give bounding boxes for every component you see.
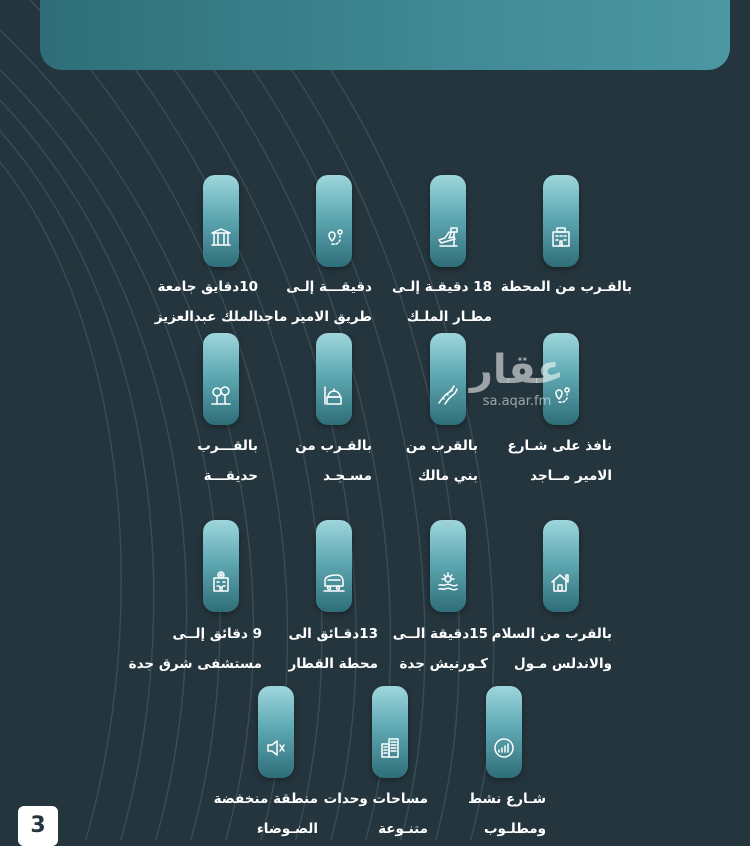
feature-icon-pill: [203, 175, 239, 267]
mosque-icon: [322, 383, 346, 407]
feature-label: [168, 784, 318, 844]
page-number: 3: [18, 806, 58, 846]
feature-label-line2: بني مالك: [417, 468, 478, 484]
header-banner: [40, 0, 730, 70]
university-icon: [209, 225, 233, 249]
feature-icon-pill: [486, 686, 522, 778]
feature-label: [108, 431, 258, 491]
watermark-url: sa.aqar.fm: [482, 394, 552, 409]
watermark-logo-text: عقار: [469, 347, 565, 393]
feature-label-line1: بالقرب من السلام: [491, 626, 612, 642]
feature-icon-pill: [203, 333, 239, 425]
train-icon: [322, 570, 346, 594]
feature-label-line2: متنـوعة: [378, 821, 428, 837]
feature-icon-pill: [543, 520, 579, 612]
feature-label-line1: شـارع نشط: [468, 791, 546, 807]
feature-label-line2: الملك عبدالعزيز: [154, 309, 258, 325]
feature-label-line1: 13دقـائق الى: [288, 626, 378, 642]
house-icon: [549, 570, 573, 594]
feature-label-line1: 9 دقائق إلــى: [172, 626, 262, 642]
office-buildings-icon: [378, 736, 402, 760]
feature-label-line2: محطة القطار: [288, 656, 378, 672]
feature-label-line1: مساحات وحدات: [323, 791, 428, 807]
feature-label-line1: 18 دقيقـة إلـى: [392, 279, 492, 295]
feature-icon-pill: [316, 175, 352, 267]
feature-icon-pill: [203, 520, 239, 612]
feature-label-line2: والاندلس مـول: [514, 656, 612, 672]
trees-icon: [209, 383, 233, 407]
feature-label-line2: مسـجـد: [323, 468, 372, 484]
hospital-icon: [209, 570, 233, 594]
feature-label: [108, 272, 258, 332]
feature-icon-pill: [543, 175, 579, 267]
feature-label-line1: دقيقـــة إلـى: [286, 279, 372, 295]
feature-label-line1: نافذ على شـارع: [507, 438, 612, 454]
feature-label-line2: الضـوضاء: [256, 821, 318, 837]
low-noise-icon: [264, 736, 288, 760]
feature-label-line2: طريق الامير ماجد: [256, 309, 372, 325]
feature-icon-pill: [430, 520, 466, 612]
feature-icon-pill: [372, 686, 408, 778]
feature-label-line1: بالقـــرب: [197, 438, 258, 454]
growth-chart-icon: [492, 736, 516, 760]
feature-label-line1: بالقرب من: [405, 438, 478, 454]
feature-label-line1: 15دقيقة الــى: [392, 626, 488, 642]
feature-icon-pill: [258, 686, 294, 778]
feature-label-line2: الامير مــاجد: [530, 468, 612, 484]
feature-label: [482, 272, 632, 302]
feature-label-line1: بالقـرب من المحطة: [500, 279, 632, 295]
watermark: [447, 348, 587, 418]
feature-icon-pill: [430, 175, 466, 267]
building-icon: [549, 225, 573, 249]
feature-label-line2: ومطلـوب: [483, 821, 546, 837]
feature-icon-pill: [316, 333, 352, 425]
feature-label-line2: مستشفى شرق جدة: [128, 656, 262, 672]
feature-icon-pill: [316, 520, 352, 612]
feature-label-line2: حديقـــة: [203, 468, 258, 484]
feature-label-line2: مطـار الملـك: [406, 309, 492, 325]
feature-label: [462, 431, 612, 491]
feature-label-line2: كـورنيش جدة: [399, 656, 488, 672]
feature-label: [112, 619, 262, 679]
airport-icon: [436, 225, 460, 249]
feature-label-line1: بالقـرب من: [295, 438, 372, 454]
feature-label-line1: 10دقايق جامعة: [157, 279, 258, 295]
location-route-icon: [322, 225, 346, 249]
feature-label-line1: منطقة منخفضة: [213, 791, 318, 807]
beach-icon: [436, 570, 460, 594]
